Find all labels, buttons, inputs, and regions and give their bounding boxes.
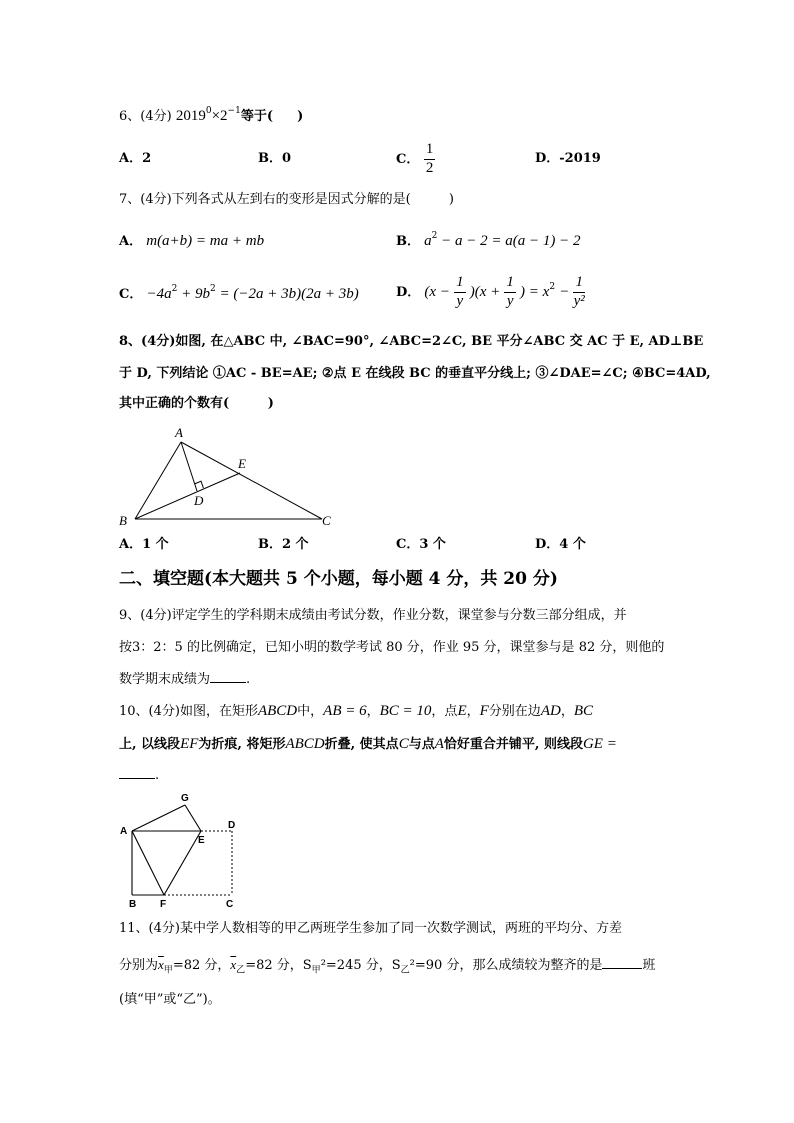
q10-l2-mid: 为折痕, 将矩形	[198, 737, 286, 752]
q7-c-label: C．	[119, 287, 143, 302]
q11-answer-blank[interactable]	[602, 968, 642, 969]
q10-a: A	[434, 736, 444, 752]
q10-comma2: ，	[466, 704, 480, 719]
q9-line-3-end: .	[246, 672, 251, 687]
q10-f: F	[479, 703, 489, 719]
question-6-stem	[119, 106, 304, 124]
q7-close: )	[448, 192, 454, 207]
q7-d-frac2	[504, 275, 516, 310]
q10-comma3: ，	[560, 704, 574, 719]
q9-line-3-text: 数学期末成绩为	[119, 672, 211, 687]
q10-label-b: B	[129, 899, 137, 910]
q7-d-f1-den: y	[456, 292, 464, 309]
q9-line-2: 按3：2：5 的比例确定，已知小明的数学考试 80 分，作业 95 分，课堂参与是 82 分，则他的	[119, 640, 665, 655]
q7-option-c[interactable]	[119, 284, 359, 302]
q8-line-2: 于 D, 下列结论 ①AC - BE=AE; ②点 E 在线段 BC 的垂直平分线上; ③∠DAE=∠C; ④BC=4AD,	[119, 366, 711, 381]
q11-xbar-jia: $\overline{x}$	[158, 957, 164, 972]
q7-option-a[interactable]	[119, 234, 264, 249]
q7-d-sup: 2	[549, 281, 556, 292]
q10-l2-mid4: 恰好重合并铺平, 则线段	[443, 737, 583, 752]
q11-sub-jia: 甲	[163, 965, 173, 976]
q7-option-d[interactable]	[396, 275, 585, 310]
q11-l2-p4: ²=245 分，S	[320, 958, 401, 973]
q7-b-expr-1: a	[424, 233, 432, 249]
q10-l2-mid2: 折叠, 使其点	[324, 737, 399, 752]
q11-sub-yi: 乙	[236, 965, 246, 976]
q11-l2-p2: =82 分，	[172, 958, 231, 973]
q7-d-p4: −	[559, 283, 570, 300]
q8-label-e: E	[238, 456, 246, 471]
q8-label-d: D	[194, 493, 204, 508]
q10-ge-eq: GE =	[582, 736, 617, 752]
q6-option-c-fraction	[424, 142, 436, 177]
q6-times: ×2	[211, 108, 228, 124]
q7-d-f1-num: 1	[454, 275, 466, 293]
q6-option-d[interactable]: D．-2019	[535, 151, 601, 166]
q9-line-3	[119, 673, 250, 686]
q10-abcd2: ABCD	[285, 736, 325, 752]
q10-label-e: E	[198, 835, 205, 846]
q7-a-label: A．	[119, 234, 143, 249]
q10-c: C	[398, 736, 409, 752]
q7-d-f2-den: y	[506, 292, 514, 309]
q10-label-c: C	[226, 899, 234, 910]
q10-line-ag	[132, 805, 185, 831]
q11-line-3: (填“甲”或“乙”)。	[119, 992, 221, 1007]
q8-line-ab	[135, 442, 181, 519]
q10-label-d: D	[228, 820, 236, 831]
q10-l1-mid3: 分别在边	[488, 704, 541, 719]
q8-close: )	[267, 396, 274, 411]
q10-line-ge	[185, 805, 201, 831]
q8-line-3	[119, 397, 274, 410]
q8-line-3-text: 其中正确的个数有(	[119, 396, 230, 411]
q10-line-ef	[164, 831, 201, 895]
q9-answer-blank[interactable]	[210, 682, 246, 683]
q11-l2-p3: =82 分，S	[245, 958, 312, 973]
q6-option-c-label: C．	[396, 151, 420, 167]
q10-label-g: G	[181, 793, 189, 804]
q6-exp0: 0	[205, 106, 212, 116]
q7-d-f3-den: y²	[573, 292, 585, 309]
q7-d-p1: (x −	[424, 283, 450, 300]
q8-label-a: A	[175, 425, 183, 440]
q8-label-c: C	[322, 513, 331, 528]
q6-base: 2019	[175, 108, 206, 124]
q7-d-frac1	[454, 275, 466, 310]
q10-l2-mid3: 与点	[408, 737, 435, 752]
q11-line-1: 11、(4分)某中学人数相等的甲乙两班学生参加了同一次数学测试，两班的平均分、方差	[119, 921, 622, 936]
q10-rectangle-figure	[115, 790, 245, 910]
q10-line-af	[132, 831, 164, 895]
q8-label-b: B	[119, 513, 127, 528]
q8-option-c[interactable]: C．3 个	[396, 537, 446, 552]
q7-d-p3: ) = x	[520, 283, 550, 300]
q11-s-sub-yi: 乙	[400, 965, 410, 976]
q10-ad: AD	[540, 703, 561, 719]
q8-option-d[interactable]: D．4 个	[535, 537, 586, 552]
q6-close: )	[297, 109, 304, 124]
q10-bc-eq: BC = 10	[379, 703, 432, 719]
q6-option-a[interactable]: A．2	[119, 151, 152, 166]
q7-a-expr: m(a+b) = ma + mb	[146, 233, 265, 249]
q10-l1-mid2: ，点	[431, 704, 458, 719]
q7-option-b[interactable]	[396, 231, 581, 249]
q10-line-2	[119, 737, 617, 752]
q11-l2-p1: 分别为	[119, 958, 159, 973]
q6-suffix: 等于(	[240, 109, 273, 124]
q11-xbar-yi: $\overline{x}$	[230, 957, 237, 972]
q7-d-p2: )(x +	[469, 283, 501, 300]
q10-line-1	[119, 704, 593, 719]
q10-l1-pre: 10、(4分)如图，在矩形	[119, 704, 258, 719]
q10-abcd: ABCD	[257, 703, 298, 719]
q6-exp1: −1	[227, 106, 241, 116]
q10-line-3-end: .	[155, 768, 160, 783]
q9-line-1: 9、(4分)评定学生的学科期末成绩由考试分数，作业分数，课堂参与分数三部分组成，并	[119, 608, 627, 623]
q8-option-b[interactable]: B．2 个	[258, 537, 309, 552]
q6-option-c[interactable]	[396, 142, 435, 177]
q8-line-1: 8、(4分)如图, 在△ABC 中, ∠BAC=90°, ∠ABC=2∠C, BE 平分∠ABC 交 AC 于 E, AD⊥BE	[119, 334, 704, 349]
q7-b-expr-2: − a − 2 = a(a − 1) − 2	[437, 233, 581, 249]
q10-label-f: F	[160, 899, 167, 910]
question-7-stem	[119, 193, 454, 206]
q10-ab-eq: AB = 6	[323, 703, 367, 719]
q11-l2-p6: 班	[642, 958, 656, 973]
q7-b-label: B．	[396, 234, 420, 249]
q8-triangle-figure	[115, 422, 335, 532]
q10-label-a: A	[120, 826, 128, 837]
q6-prefix: 6、(4分)	[119, 109, 172, 124]
q11-s-sub-jia: 甲	[311, 965, 321, 976]
q7-d-f3-num: 1	[573, 275, 585, 293]
q10-line-3	[119, 769, 159, 782]
q7-d-f2-num: 1	[504, 275, 516, 293]
q10-l1-mid: 中，	[297, 704, 324, 719]
q6-c-num: 1	[424, 142, 436, 160]
q6-c-den: 2	[425, 159, 434, 176]
q6-option-b[interactable]: B．0	[258, 151, 292, 166]
q11-l2-p5: ²=90 分，那么成绩较为整齐的是	[409, 958, 603, 973]
q10-e: E	[457, 703, 467, 719]
q11-line-2	[119, 957, 656, 976]
q10-bc: BC	[573, 703, 593, 719]
q8-line-be	[135, 473, 240, 519]
q7-c-expr-1: −4a	[146, 286, 172, 302]
q7-b-sup: 2	[431, 231, 438, 241]
q7-d-label: D．	[396, 284, 421, 300]
q7-c-expr-2: + 9b	[177, 286, 210, 302]
q10-comma1: ，	[366, 704, 380, 719]
q10-ef: EF	[180, 736, 199, 752]
q7-c-sup1: 2	[171, 284, 178, 294]
q10-answer-blank[interactable]	[119, 778, 155, 779]
q7-c-sup2: 2	[209, 284, 216, 294]
section-2-title: 二、填空题(本大题共 5 个小题，每小题 4 分，共 20 分)	[119, 569, 558, 589]
q8-option-a[interactable]: A．1 个	[119, 537, 169, 552]
q10-l2-pre: 上, 以线段	[119, 737, 181, 752]
q7-d-frac3	[573, 275, 585, 310]
q7-c-expr-3: = (−2a + 3b)(2a + 3b)	[215, 286, 359, 302]
q7-stem-text: 7、(4分)下列各式从左到右的变形是因式分解的是(	[119, 192, 411, 207]
